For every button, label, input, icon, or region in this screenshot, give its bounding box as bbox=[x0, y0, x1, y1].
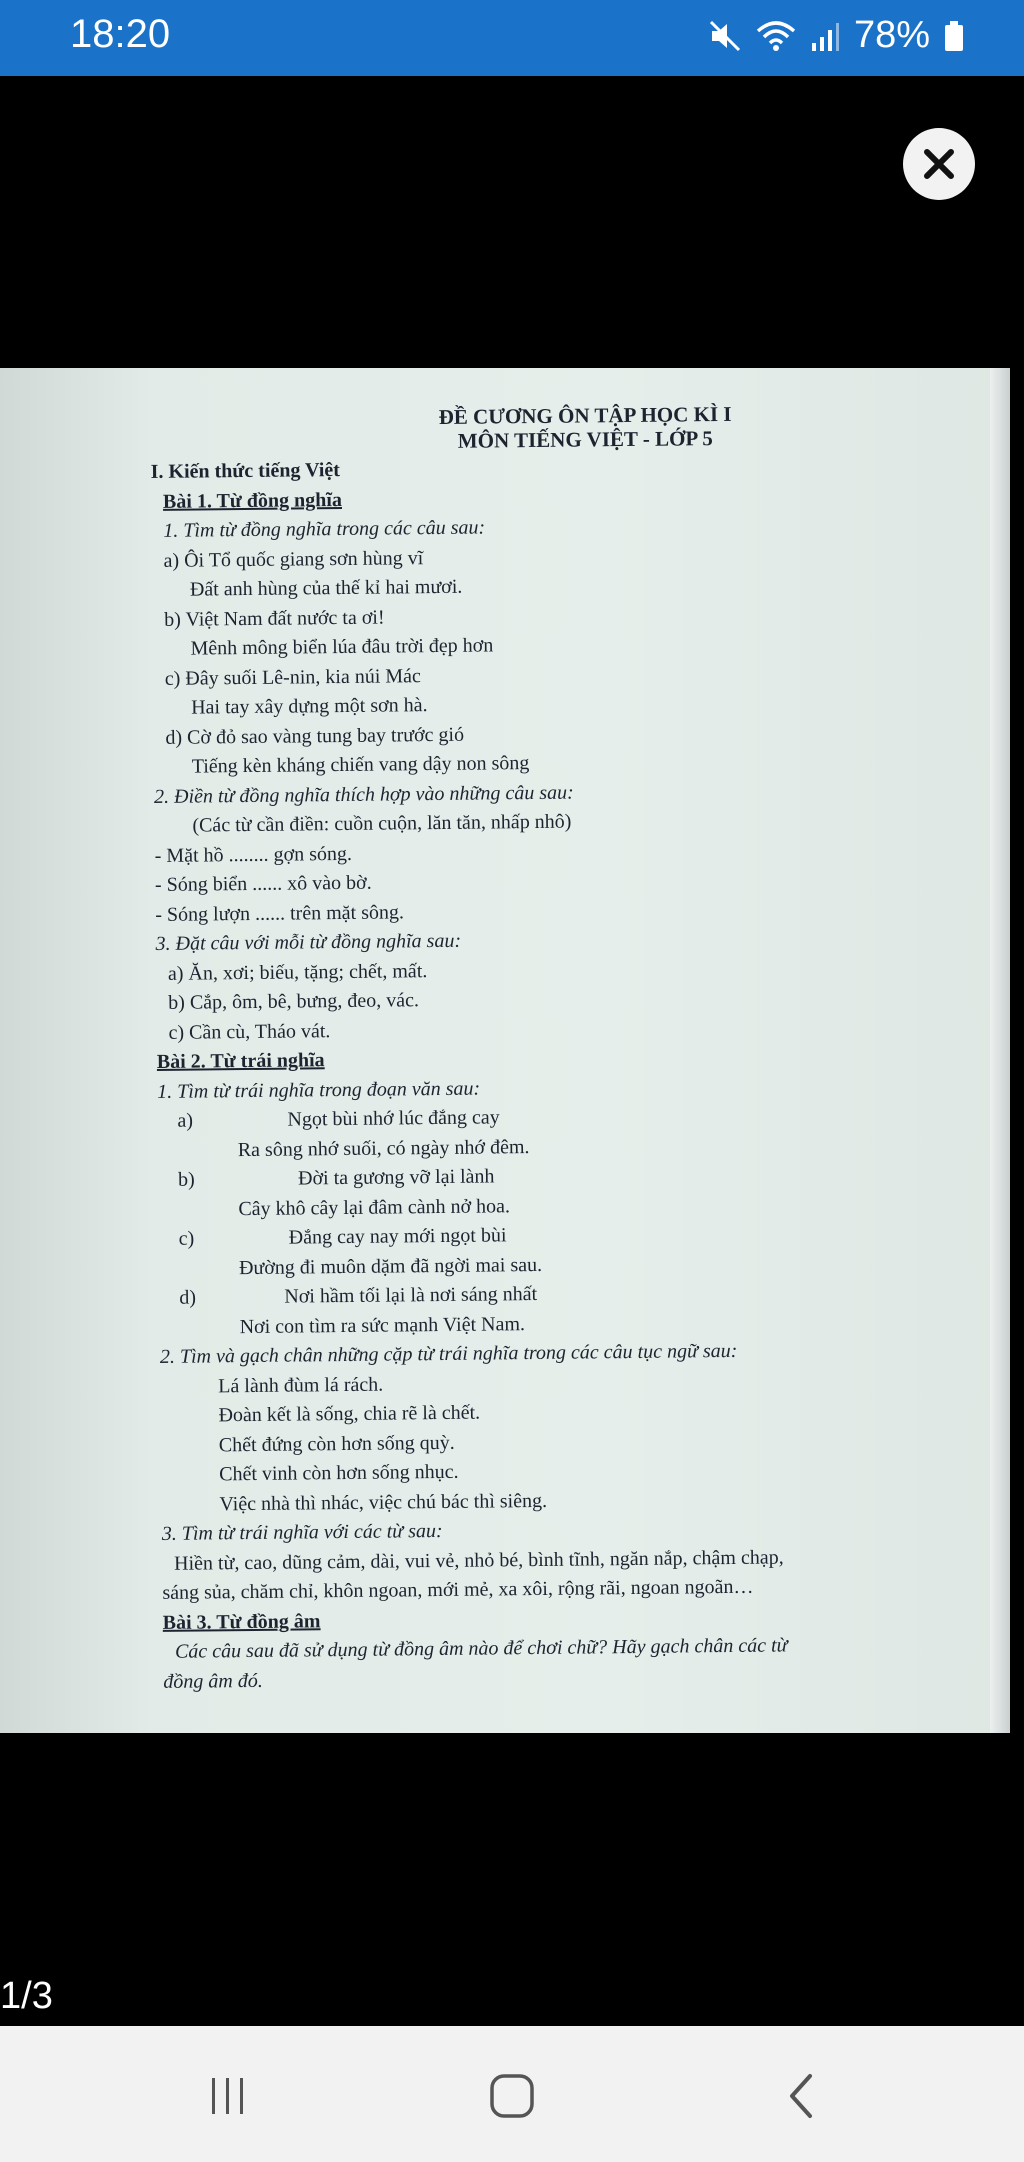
battery-icon bbox=[944, 19, 964, 53]
battery-level: 78% bbox=[853, 14, 930, 56]
item-key: d) bbox=[179, 1286, 197, 1309]
close-icon bbox=[921, 146, 957, 182]
exercise-heading: Bài 3. Từ đồng âm bbox=[162, 1609, 321, 1634]
doc-subtitle: MÔN TIẾNG VIỆT - LỚP 5 bbox=[457, 426, 713, 453]
text-line: b) Cắp, ôm, bê, bưng, đeo, vác. bbox=[168, 989, 420, 1014]
text-line: sáng sủa, chăm chỉ, khôn ngoan, mới mẻ, xa xôi, rộng rãi, ngoan ngoãn… bbox=[162, 1575, 754, 1604]
mute-icon bbox=[708, 19, 742, 53]
doc-title: ĐỀ CƯƠNG ÔN TẬP HỌC KÌ I bbox=[438, 401, 732, 429]
text-line: - Sóng biển ...... xô vào bờ. bbox=[154, 871, 372, 896]
text-line: Đường đi muôn dặm đã ngời mai sau. bbox=[238, 1253, 543, 1279]
text-line: a) Ôi Tổ quốc giang sơn hùng vĩ bbox=[163, 546, 424, 572]
status-icons bbox=[708, 14, 964, 57]
text-line: Việc nhà thì nhác, việc chú bác thì siêng. bbox=[219, 1489, 548, 1515]
item-key: a) bbox=[177, 1109, 194, 1132]
question: đồng âm đó. bbox=[163, 1669, 263, 1693]
question: 2. Điền từ đồng nghĩa thích hợp vào những câu sau: bbox=[153, 781, 574, 808]
text-line: Lá lành đùm lá rách. bbox=[218, 1373, 384, 1397]
text-line: - Sóng lượn ...... trên mặt sông. bbox=[155, 900, 405, 926]
text-line: Nơi hầm tối lại là nơi sáng nhất bbox=[284, 1282, 538, 1308]
question: 2. Tìm và gạch chân những cặp từ trái nghĩa trong các câu tục ngữ sau: bbox=[159, 1339, 738, 1368]
back-button[interactable] bbox=[772, 2066, 832, 2126]
close-button[interactable] bbox=[903, 128, 975, 200]
wifi-icon bbox=[756, 19, 796, 53]
navigation-bar bbox=[0, 2026, 1024, 2162]
text-line: Đời ta gương vỡ lại lành bbox=[297, 1165, 495, 1190]
back-icon bbox=[782, 2071, 822, 2121]
recent-apps-button[interactable] bbox=[198, 2066, 258, 2126]
signal-icon bbox=[810, 19, 840, 53]
status-time: 18:20 bbox=[70, 12, 171, 56]
item-key: c) bbox=[178, 1227, 195, 1250]
document-page bbox=[150, 400, 963, 1697]
text-line: c) Đây suối Lê-nin, kia núi Mác bbox=[164, 664, 421, 690]
status-bar bbox=[0, 0, 1024, 76]
page-counter: 1/3 bbox=[0, 1975, 53, 2017]
text-line: Hiền từ, cao, dũng cảm, dài, vui vẻ, nhỏ bé, bình tĩnh, ngăn nắp, chậm chạp, bbox=[173, 1545, 784, 1575]
text-line: Cây khô cây lại đâm cành nở hoa. bbox=[238, 1194, 511, 1220]
text-line: c) Cần cù, Tháo vát. bbox=[168, 1019, 331, 1044]
text-line: (Các từ cần điền: cuồn cuộn, lăn tăn, nhấp nhô) bbox=[192, 810, 572, 837]
text-line: b) Việt Nam đất nước ta ơi! bbox=[164, 606, 385, 631]
home-icon bbox=[487, 2071, 537, 2121]
text-line: Đất anh hùng của thế kỉ hai mươi. bbox=[189, 575, 463, 601]
recent-apps-icon bbox=[206, 2074, 250, 2118]
text-line: Ra sông nhớ suối, có ngày nhớ đêm. bbox=[237, 1135, 530, 1161]
text-line: Đoàn kết là sống, chia rẽ là chết. bbox=[218, 1401, 481, 1427]
document-image[interactable] bbox=[0, 368, 1010, 1733]
text-line: Chết đứng còn hơn sống quỳ. bbox=[218, 1431, 455, 1456]
text-line: d) Cờ đỏ sao vàng tung bay trước gió bbox=[165, 723, 465, 749]
text-line: Tiếng kèn kháng chiến vang dậy non sông bbox=[191, 752, 530, 778]
exercise-heading: Bài 1. Từ đồng nghĩa bbox=[162, 488, 343, 513]
section-heading: I. Kiến thức tiếng Việt bbox=[150, 459, 340, 483]
text-line: Chết vinh còn hơn sống nhục. bbox=[219, 1460, 459, 1486]
question: 3. Tìm từ trái nghĩa với các từ sau: bbox=[161, 1519, 443, 1545]
question: 3. Đặt câu với mỗi từ đồng nghĩa sau: bbox=[155, 929, 462, 955]
paper-edge bbox=[990, 368, 1010, 1733]
question: Các câu sau đã sử dụng từ đồng âm nào để chơi chữ? Hãy gạch chân các từ bbox=[174, 1634, 788, 1663]
home-button[interactable] bbox=[482, 2066, 542, 2126]
text-line: Ngọt bùi nhớ lúc đắng cay bbox=[287, 1106, 500, 1131]
text-line: Nơi con tìm ra sức mạnh Việt Nam. bbox=[239, 1312, 526, 1338]
exercise-heading: Bài 2. Từ trái nghĩa bbox=[156, 1049, 325, 1073]
text-line: - Mặt hồ ........ gợn sóng. bbox=[154, 842, 353, 867]
text-line: Đắng cay nay mới ngọt bùi bbox=[288, 1224, 507, 1249]
text-line: Mênh mông biển lúa đâu trời đẹp hơn bbox=[190, 634, 494, 660]
question: 1. Tìm từ đồng nghĩa trong các câu sau: bbox=[163, 516, 486, 542]
question: 1. Tìm từ trái nghĩa trong đoạn văn sau: bbox=[157, 1077, 481, 1103]
text-line: a) Ăn, xơi; biếu, tặng; chết, mất. bbox=[167, 959, 428, 985]
text-line: Hai tay xây dựng một sơn hà. bbox=[191, 694, 428, 719]
item-key: b) bbox=[177, 1168, 195, 1191]
